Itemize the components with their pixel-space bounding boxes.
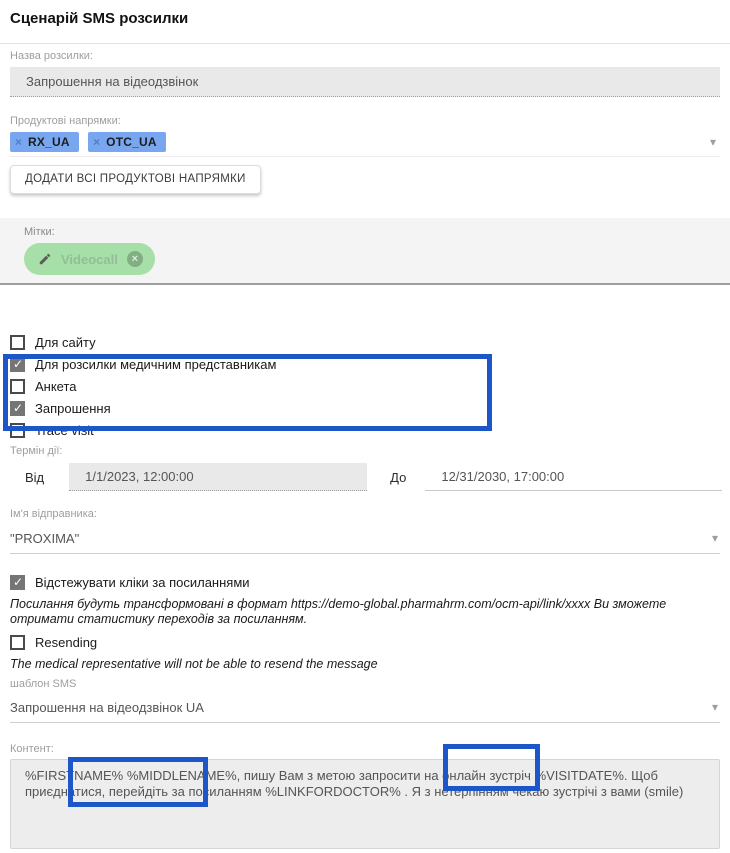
- checkbox-row-zaproshennya[interactable]: [0, 401, 730, 416]
- validity-row: [0, 463, 730, 491]
- chip-otc-ua[interactable]: [88, 132, 166, 152]
- date-to-label: До: [390, 469, 407, 485]
- mailing-name-input[interactable]: Запрошення на відеодзвінок: [10, 67, 720, 97]
- chevron-down-icon[interactable]: ▾: [711, 531, 718, 545]
- checkbox-list: [0, 335, 730, 438]
- pencil-icon[interactable]: [38, 252, 52, 266]
- chip-rx-ua[interactable]: [10, 132, 79, 152]
- chevron-down-icon[interactable]: ▾: [711, 700, 718, 714]
- checkbox-label: Для сайту: [35, 335, 96, 350]
- sender-label: Ім'я відправника:: [10, 508, 97, 520]
- chip-label: RX_UA: [28, 135, 70, 149]
- checkbox-row-anketa[interactable]: [0, 379, 730, 394]
- sender-select[interactable]: [10, 528, 720, 554]
- tag-remove-icon[interactable]: ×: [127, 251, 143, 267]
- checkbox[interactable]: [10, 357, 25, 372]
- date-from-input[interactable]: 1/1/2023, 12:00:00: [69, 463, 367, 491]
- chip-remove-icon[interactable]: ×: [15, 135, 23, 149]
- tag-label: Videocall: [61, 251, 118, 267]
- product-lines-label: Продуктові напрямки:: [10, 115, 121, 127]
- checkbox-row-resending[interactable]: [0, 635, 730, 650]
- content-textarea[interactable]: %FIRSTNAME% %MIDDLENAME%, пишу Вам з метою запросити на онлайн зустріч %VISITDATE%. Щоб приєднатися, перейдіть за посиланням %LINKFORDOCTOR% . Я з нетерпінням чекаю зустрічі з вами (smile): [10, 759, 720, 849]
- checkbox[interactable]: [10, 635, 25, 650]
- tags-panel: [0, 218, 730, 285]
- checkbox-label: Resending: [35, 635, 98, 650]
- product-lines-select[interactable]: [10, 132, 720, 157]
- checkbox[interactable]: [10, 335, 25, 350]
- checkbox-row-medreps[interactable]: [0, 357, 730, 372]
- tags-label: Мітки:: [24, 226, 55, 238]
- sender-value: "PROXIMA": [10, 531, 80, 546]
- checkbox-label: Відстежувати кліки за посиланнями: [35, 575, 250, 590]
- divider: [0, 43, 730, 44]
- chip-label: OTC_UA: [106, 135, 157, 149]
- checkbox-label: Для розсилки медичним представникам: [35, 357, 277, 372]
- sms-template-label: шаблон SMS: [10, 678, 77, 690]
- date-to-input[interactable]: 12/31/2030, 17:00:00: [425, 463, 722, 491]
- add-all-product-lines-button[interactable]: ДОДАТИ ВСІ ПРОДУКТОВІ НАПРЯМКИ: [10, 165, 261, 194]
- validity-label: Термін дії:: [10, 445, 63, 457]
- checkbox-row-track-clicks[interactable]: [0, 575, 730, 590]
- sms-template-value: Запрошення на відеодзвінок UA: [10, 700, 204, 715]
- checkbox[interactable]: [10, 423, 25, 438]
- chip-remove-icon[interactable]: ×: [93, 135, 101, 149]
- checkbox-label: Trace visit: [35, 423, 94, 438]
- checkbox-row-for-site[interactable]: [0, 335, 730, 350]
- checkbox[interactable]: [10, 401, 25, 416]
- checkbox-label: Анкета: [35, 379, 77, 394]
- checkbox[interactable]: [10, 575, 25, 590]
- name-field-label: Назва розсилки:: [10, 50, 93, 62]
- chevron-down-icon[interactable]: ▾: [709, 135, 716, 149]
- sms-template-select[interactable]: [10, 697, 720, 723]
- track-clicks-note: Посилання будуть трансформовані в формат https://demo-global.pharmahrm.com/ocm-api/link/xxxx Ви зможете отримати статистику переходів за посиланням.: [10, 597, 667, 626]
- checkbox[interactable]: [10, 379, 25, 394]
- resending-note: The medical representative will not be able to resend the message: [10, 657, 378, 671]
- content-label: Контент:: [10, 743, 54, 755]
- checkbox-label: Запрошення: [35, 401, 111, 416]
- date-from-label: Від: [25, 469, 45, 485]
- checkbox-row-trace-visit[interactable]: [0, 423, 730, 438]
- tag-videocall[interactable]: [24, 243, 155, 275]
- page-title: Сценарій SMS розсилки: [10, 10, 189, 27]
